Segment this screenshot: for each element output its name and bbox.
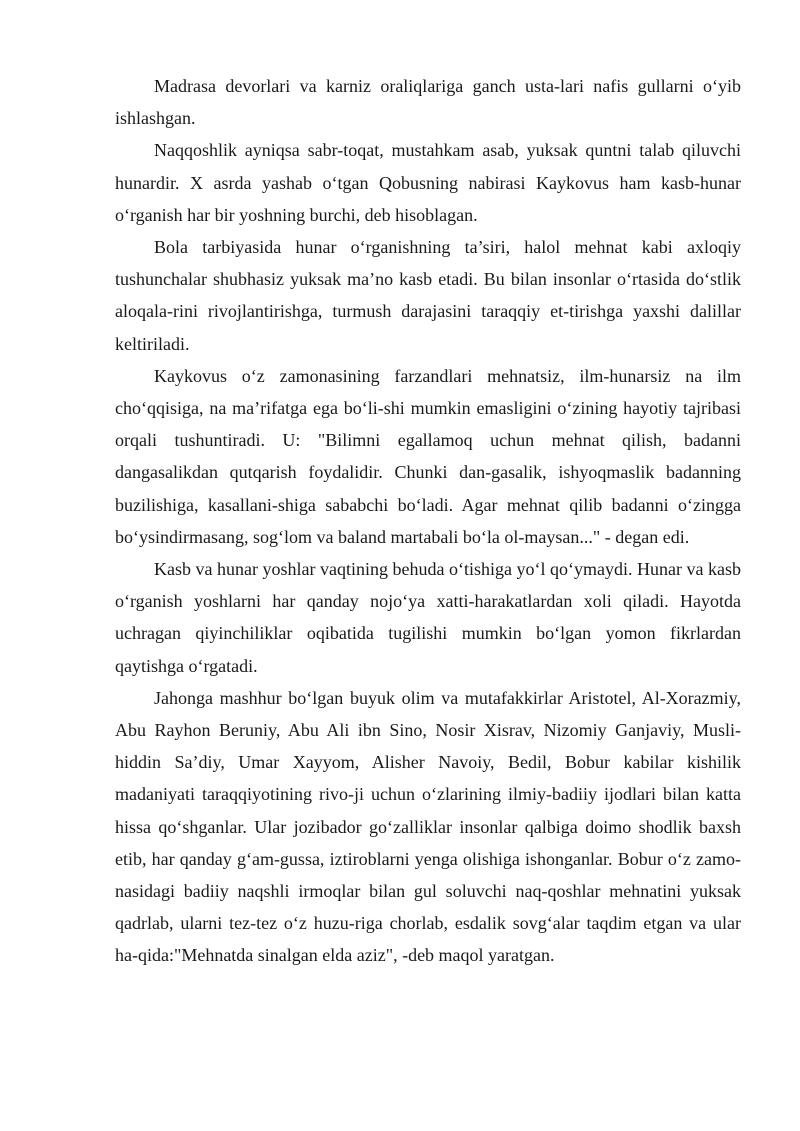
paragraph: Naqqoshlik ayniqsa sabr-toqat, mustahkam asab, yuksak quntni talab qiluvchi hunardir. X asrda yashab o‘tgan Qobusning nabirasi Kaykovus ham kasb-hunar o‘rganish har bir yoshning burchi, deb hisoblagan.	[115, 140, 741, 225]
paragraph: Kasb va hunar yoshlar vaqtining behuda o‘tishiga yo‘l qo‘ymaydi. Hunar va kasb o‘rganish yoshlarni har qanday nojo‘ya xatti-harakatlardan xoli qiladi. Hayotda uchragan qiyinchiliklar oqibatida tugilishi mumkin bo‘lgan yomon fikrlardan qaytishga o‘rgatadi.	[115, 559, 741, 676]
paragraph: Kaykovus o‘z zamonasining farzandlari mehnatsiz, ilm-hunarsiz na ilm cho‘qqisiga, na ma’rifatga ega bo‘li-shi mumkin emasligini o‘zining hayotiy tajribasi orqali tushuntiradi. U: "Bilimni egallamoq uchun mehnat qilish, badanni dangasalikdan qutqarish foydalidir. Chunki dan-gasalik, ishyoqmaslik badanning buzilishiga, kasallani-shiga sababchi bo‘ladi. Agar mehnat qilib badanni o‘zingga bo‘ysindirmasang, sog‘lom va baland martabali bo‘la ol-maysan..." - degan edi.	[115, 365, 741, 547]
paragraph: Jahonga mashhur bo‘lgan buyuk olim va mutafakkirlar Aristotel, Al-Xorazmiy, Abu Rayhon Beruniy, Abu Ali ibn Sino, Nosir Xisrav, Nizomiy Ganjaviy, Musli-hiddin Sa’diy, Umar Xayyom, Alisher Navoiy, Bedil, Bobur kabilar kishilik madaniyati taraqqiyotining rivo-ji uchun o‘zlarining ilmiy-badiiy ijodlari bilan katta hissa qo‘shganlar. Ular jozibador go‘zalliklar insonlar qalbiga doimo shodlik baxsh etib, har qanday g‘am-gussa, iztiroblarni yenga olishiga ishonganlar. Bobur o‘z zamo-nasidagi badiiy naqshli irmoqlar bilan gul soluvchi naq-qoshlar mehnatini yuksak qadrlab, ularni tez-tez o‘z huzu-riga chorlab, esdalik sovg‘alar taqdim etgan va ular ha-qida:"Mehnatda sinalgan elda aziz", -deb maqol yaratgan.	[115, 687, 741, 966]
paragraph: Bola tarbiyasida hunar o‘rganishning ta’siri, halol mehnat kabi axloqiy tushunchalar shubhasiz yuksak ma’no kasb etadi. Bu bilan insonlar o‘rtasida do‘stlik aloqala-rini rivojlantirishga, turmush darajasini taraqqiy et-tirishga yaxshi dalillar keltiriladi.	[115, 237, 741, 354]
document-page	[115, 70, 741, 972]
paragraph: Madrasa devorlari va karniz oraliqlariga ganch usta-lari nafis gullarni o‘yib ishlashgan.	[115, 76, 741, 129]
